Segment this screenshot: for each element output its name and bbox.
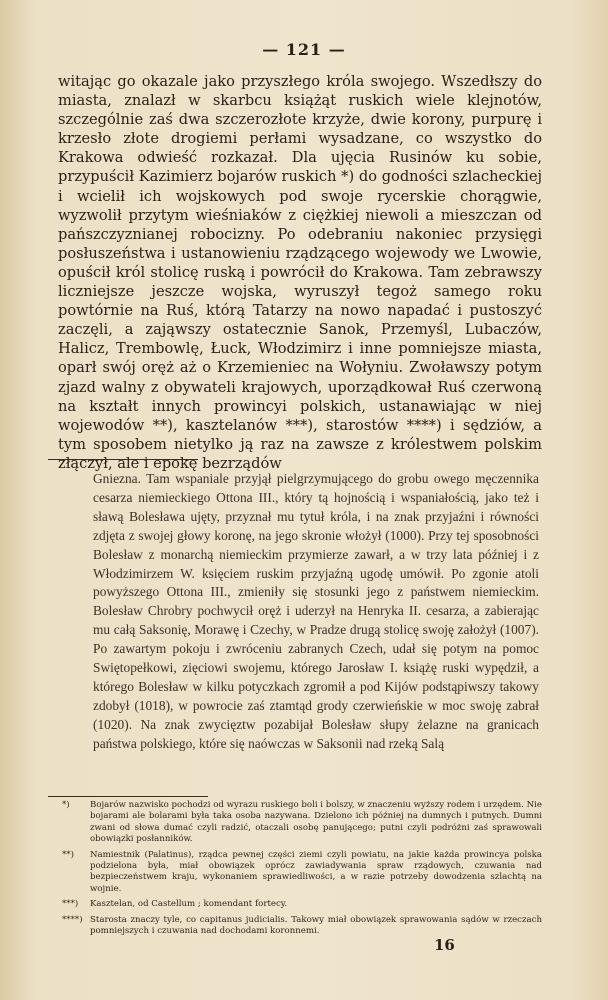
- footnotes: [62, 800, 542, 941]
- footnote-text: Namiestnik (Palatinus), rządca pewnej części ziemi czyli powiatu, na jakie każda prowincya polska podzielona była, miał obowiązek oprócz zawiadywania spraw rządowych, czuwania nad bezpieczeństwem kraju, wykonaniem sprawiedliwości, a w razie potrzeby dowodzenia szlachtą na wojnie.: [90, 849, 542, 894]
- footnote: [62, 800, 542, 846]
- footnote: [62, 899, 542, 910]
- footnote-separator-rule: [48, 796, 208, 797]
- footnote-mark: ***): [62, 899, 79, 910]
- footnote-text: Bojarów nazwisko pochodzi od wyrazu ruskiego boli i bolszy, w znaczeniu wyższy rodem i urzędem. Nie bojarami ale bolarami była taka osoba nazywana. Dzielono ich później na dumnych i putnych. Dumni zwani od słowa dumać czyli radzić, otaczali osobę panującego; putni czyli podróżni zaś sprawowali obowiązki posłanników.: [90, 800, 542, 845]
- footnote-text: Starosta znaczy tyle, co capitanus judicialis. Takowy miał obowiązek sprawowania sądów w rzeczach pomniejszych i czuwania nad dochodami koronnemi.: [90, 914, 542, 937]
- footnote-mark: *): [62, 800, 70, 810]
- footnote-mark: **): [62, 849, 74, 860]
- main-text: witając go okazale jako przyszłego króla swojego. Wszedłszy do miasta, znalazł w skarbcu książąt ruskich wiele klejnotów, szczególnie zaś dwa szczerozłote krzyże, dwie korony, purpurę i krzesło złote drogiemi perłami wysadzane, co wszystko do Krakowa odwieść rozkazał. Dla ujęcia Rusinów ku sobie, przypuścił Kazimierz bojarów ruskich *) do godności szlacheckiej i wcielił ich wojskowych pod swoje rycerskie chorągwie, wyzwolił przytym wieśniaków z ciężkiej niewoli a mieszczan od pańszczyznianej robocizny. Po odebraniu nakoniec przysięgi posłuszeństwa i ustanowieniu rządzącego wojewody we Lwowie, opuścił król stolicę ruską i powrócił do Krakowa. Tam zebrawszy liczniejsze jeszcze wojska, wyruszył tegoż samego roku powtórnie na Ruś, którą Tatarzy na nowo napadać i pustoszyć zaczęli, a zająwszy ostatecznie Sanok, Przemyśl, Lubaczów, Halicz, Trembowlę, Łuck, Włodzimirz i inne pomniejsze miasta, oparł swój oręż aż o Krzemieniec na Wołyniu. Zwoławszy potym zjazd walny z obywateli krajowych, uporządkował Ruś czerwoną na kształt innych prowincyi polskich, ustanawiając w niej wojewodów **), kasztelanów ***), starostów ****) i sędziów, a tym sposobem nietylko ją raz na zawsze z królestwem polskim złączył, ale i epokę bezrządów: [58, 73, 542, 472]
- signature-mark: 16: [434, 936, 455, 954]
- footnote: [62, 850, 542, 896]
- footnote-mark: ****): [62, 914, 83, 925]
- quoted-footnote-continuation: Gniezna. Tam wspaniale przyjął pielgrzymującego do grobu owego męczennika cesarza niemieckiego Ottona III., który tą hojnością i wspaniałością, jako też i sławą Bolesława ujęty, przyznał mu tytuł króla, i na znak przyjaźni i równości zdjęta z swojej głowy koronę, na jego skronie włożył (1000). Przy tej sposobności Bolesław z monarchą niemieckim przymierze zawarł, a w trzy lata później i z Włodzimirzem W. księciem ruskim przyjaźną ugodę umówił. Po zgonie atoli powyższego Ottona III., zmieniły się stosunki jego z państwem niemieckim. Bolesław Chrobry pochwycił oręż i uderzył na Henryka II. cesarza, a zabierając mu całą Saksonię, Morawę i Czechy, w Pradze drugą stolicę swoję założył (1007). Po zawartym pokoju i zwróceniu zabranych Czech, udał się potym na pomoc Swiętopełkowi, zięciowi swojemu, którego Jarosław I. książę ruski wypędził, a którego Bolesław w kilku potyczkach zgromił a pod Kijów podstąpiwszy takowy zdobył (1018), w powrocie zaś ztamtąd grody czerwieńskie w moc swoję zabrał (1020). Na znak zwycięztw pozabijał Bolesław słupy żelazne na granicach państwa polskiego, które się naówczas w Saksonii nad rzeką Salą: [93, 471, 539, 751]
- footnote-text: Kasztelan, od Castellum ; komendant fortecy.: [90, 899, 288, 910]
- footnote: [62, 915, 542, 938]
- separator-rule: [48, 459, 198, 460]
- page-number: — 121 —: [262, 40, 346, 59]
